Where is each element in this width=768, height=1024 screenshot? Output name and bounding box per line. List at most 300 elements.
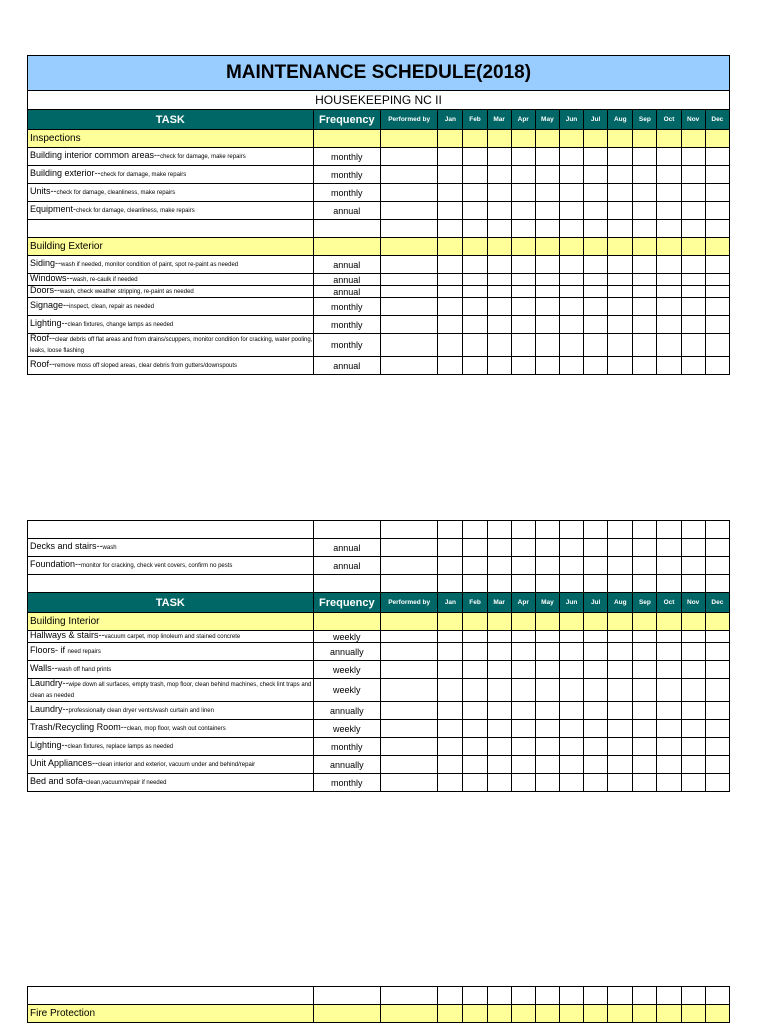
month-cell[interactable] [705,631,729,643]
month-cell[interactable] [584,274,608,286]
month-cell[interactable] [681,298,705,316]
month-cell[interactable] [705,286,729,298]
month-cell[interactable] [463,274,487,286]
month-cell[interactable] [438,756,463,774]
month-cell[interactable] [608,987,633,1005]
month-cell[interactable] [633,702,657,720]
month-cell[interactable] [633,256,657,274]
month-cell[interactable] [705,661,729,679]
month-cell[interactable] [559,575,583,593]
month-cell[interactable] [511,274,535,286]
month-cell[interactable] [487,334,511,357]
month-cell[interactable] [608,202,633,220]
month-cell[interactable] [584,631,608,643]
month-cell[interactable] [511,631,535,643]
month-cell[interactable] [657,166,681,184]
month-cell[interactable] [511,987,535,1005]
month-cell[interactable] [681,774,705,792]
month-cell[interactable] [438,202,463,220]
month-cell[interactable] [438,679,463,702]
performed-by-cell[interactable] [381,557,438,575]
month-cell[interactable] [705,148,729,166]
month-cell[interactable] [657,679,681,702]
month-cell[interactable] [535,539,559,557]
month-cell[interactable] [438,286,463,298]
month-cell[interactable] [438,357,463,375]
performed-by-cell[interactable] [381,631,438,643]
month-cell[interactable] [511,202,535,220]
month-cell[interactable] [438,774,463,792]
month-cell[interactable] [511,334,535,357]
month-cell[interactable] [438,256,463,274]
month-cell[interactable] [511,702,535,720]
month-cell[interactable] [438,316,463,334]
month-cell[interactable] [608,220,633,238]
performed-by-cell[interactable] [381,643,438,661]
month-cell[interactable] [487,286,511,298]
month-cell[interactable] [657,357,681,375]
month-cell[interactable] [559,334,583,357]
month-cell[interactable] [559,679,583,702]
month-cell[interactable] [511,738,535,756]
month-cell[interactable] [584,334,608,357]
month-cell[interactable] [463,661,487,679]
month-cell[interactable] [487,631,511,643]
month-cell[interactable] [681,987,705,1005]
month-cell[interactable] [487,220,511,238]
month-cell[interactable] [463,166,487,184]
month-cell[interactable] [657,702,681,720]
month-cell[interactable] [511,184,535,202]
month-cell[interactable] [438,643,463,661]
month-cell[interactable] [463,575,487,593]
month-cell[interactable] [681,702,705,720]
month-cell[interactable] [681,557,705,575]
month-cell[interactable] [487,702,511,720]
month-cell[interactable] [633,987,657,1005]
month-cell[interactable] [681,220,705,238]
month-cell[interactable] [535,987,559,1005]
month-cell[interactable] [657,539,681,557]
month-cell[interactable] [487,738,511,756]
month-cell[interactable] [487,148,511,166]
performed-by-cell[interactable] [380,184,437,202]
month-cell[interactable] [559,298,583,316]
month-cell[interactable] [535,298,559,316]
month-cell[interactable] [633,738,657,756]
month-cell[interactable] [681,643,705,661]
month-cell[interactable] [463,738,487,756]
month-cell[interactable] [559,557,583,575]
month-cell[interactable] [438,575,463,593]
month-cell[interactable] [535,521,559,539]
performed-by-cell[interactable] [381,575,438,593]
month-cell[interactable] [511,756,535,774]
month-cell[interactable] [705,202,729,220]
month-cell[interactable] [487,274,511,286]
month-cell[interactable] [487,557,511,575]
performed-by-cell[interactable] [381,679,438,702]
month-cell[interactable] [487,521,511,539]
month-cell[interactable] [559,521,583,539]
month-cell[interactable] [681,539,705,557]
month-cell[interactable] [584,720,608,738]
month-cell[interactable] [535,184,559,202]
month-cell[interactable] [511,661,535,679]
performed-by-cell[interactable] [381,661,438,679]
performed-by-cell[interactable] [380,298,437,316]
month-cell[interactable] [463,702,487,720]
month-cell[interactable] [463,987,487,1005]
month-cell[interactable] [584,987,608,1005]
performed-by-cell[interactable] [380,357,437,375]
month-cell[interactable] [438,557,463,575]
month-cell[interactable] [584,286,608,298]
month-cell[interactable] [438,166,463,184]
month-cell[interactable] [705,298,729,316]
month-cell[interactable] [584,756,608,774]
month-cell[interactable] [511,774,535,792]
month-cell[interactable] [633,679,657,702]
month-cell[interactable] [487,184,511,202]
month-cell[interactable] [633,539,657,557]
month-cell[interactable] [705,539,729,557]
month-cell[interactable] [633,774,657,792]
month-cell[interactable] [535,631,559,643]
month-cell[interactable] [608,557,633,575]
month-cell[interactable] [463,643,487,661]
month-cell[interactable] [657,575,681,593]
month-cell[interactable] [535,575,559,593]
month-cell[interactable] [584,521,608,539]
month-cell[interactable] [438,148,463,166]
month-cell[interactable] [584,643,608,661]
month-cell[interactable] [535,756,559,774]
month-cell[interactable] [657,738,681,756]
month-cell[interactable] [438,631,463,643]
month-cell[interactable] [511,720,535,738]
performed-by-cell[interactable] [381,720,438,738]
month-cell[interactable] [681,720,705,738]
month-cell[interactable] [559,148,583,166]
month-cell[interactable] [681,631,705,643]
month-cell[interactable] [608,631,633,643]
performed-by-cell[interactable] [380,274,437,286]
month-cell[interactable] [705,756,729,774]
month-cell[interactable] [633,274,657,286]
month-cell[interactable] [487,166,511,184]
month-cell[interactable] [657,756,681,774]
month-cell[interactable] [463,316,487,334]
month-cell[interactable] [608,720,633,738]
month-cell[interactable] [705,256,729,274]
month-cell[interactable] [438,702,463,720]
performed-by-cell[interactable] [380,202,437,220]
month-cell[interactable] [559,720,583,738]
month-cell[interactable] [633,220,657,238]
month-cell[interactable] [608,756,633,774]
month-cell[interactable] [608,286,633,298]
month-cell[interactable] [535,643,559,661]
month-cell[interactable] [633,557,657,575]
month-cell[interactable] [681,148,705,166]
month-cell[interactable] [705,334,729,357]
month-cell[interactable] [584,184,608,202]
month-cell[interactable] [608,184,633,202]
month-cell[interactable] [584,202,608,220]
month-cell[interactable] [608,274,633,286]
month-cell[interactable] [559,738,583,756]
performed-by-cell[interactable] [380,148,437,166]
month-cell[interactable] [681,575,705,593]
month-cell[interactable] [705,702,729,720]
month-cell[interactable] [487,756,511,774]
month-cell[interactable] [487,643,511,661]
month-cell[interactable] [681,274,705,286]
month-cell[interactable] [559,539,583,557]
month-cell[interactable] [608,298,633,316]
month-cell[interactable] [633,720,657,738]
month-cell[interactable] [705,720,729,738]
month-cell[interactable] [608,521,633,539]
month-cell[interactable] [681,286,705,298]
month-cell[interactable] [511,298,535,316]
month-cell[interactable] [584,557,608,575]
month-cell[interactable] [463,334,487,357]
month-cell[interactable] [511,357,535,375]
month-cell[interactable] [657,148,681,166]
month-cell[interactable] [535,316,559,334]
month-cell[interactable] [511,166,535,184]
month-cell[interactable] [511,148,535,166]
month-cell[interactable] [584,575,608,593]
performed-by-cell[interactable] [380,220,437,238]
month-cell[interactable] [608,357,633,375]
month-cell[interactable] [608,256,633,274]
month-cell[interactable] [535,286,559,298]
month-cell[interactable] [608,148,633,166]
month-cell[interactable] [681,166,705,184]
month-cell[interactable] [608,539,633,557]
month-cell[interactable] [511,286,535,298]
month-cell[interactable] [608,679,633,702]
month-cell[interactable] [705,557,729,575]
month-cell[interactable] [511,575,535,593]
month-cell[interactable] [463,256,487,274]
month-cell[interactable] [463,202,487,220]
performed-by-cell[interactable] [380,256,437,274]
month-cell[interactable] [633,184,657,202]
month-cell[interactable] [463,557,487,575]
month-cell[interactable] [584,661,608,679]
month-cell[interactable] [608,166,633,184]
month-cell[interactable] [657,316,681,334]
performed-by-cell[interactable] [381,738,438,756]
month-cell[interactable] [535,738,559,756]
month-cell[interactable] [657,274,681,286]
month-cell[interactable] [608,643,633,661]
month-cell[interactable] [559,202,583,220]
month-cell[interactable] [584,738,608,756]
month-cell[interactable] [487,679,511,702]
month-cell[interactable] [535,357,559,375]
month-cell[interactable] [584,256,608,274]
month-cell[interactable] [633,643,657,661]
month-cell[interactable] [463,184,487,202]
month-cell[interactable] [438,661,463,679]
month-cell[interactable] [559,702,583,720]
month-cell[interactable] [535,679,559,702]
month-cell[interactable] [633,148,657,166]
month-cell[interactable] [633,661,657,679]
month-cell[interactable] [559,987,583,1005]
month-cell[interactable] [559,274,583,286]
performed-by-cell[interactable] [381,521,438,539]
month-cell[interactable] [681,756,705,774]
month-cell[interactable] [487,202,511,220]
month-cell[interactable] [681,679,705,702]
month-cell[interactable] [559,256,583,274]
month-cell[interactable] [535,166,559,184]
month-cell[interactable] [487,661,511,679]
month-cell[interactable] [559,286,583,298]
month-cell[interactable] [681,334,705,357]
month-cell[interactable] [559,166,583,184]
month-cell[interactable] [657,661,681,679]
month-cell[interactable] [681,316,705,334]
month-cell[interactable] [559,631,583,643]
month-cell[interactable] [438,298,463,316]
month-cell[interactable] [705,521,729,539]
month-cell[interactable] [535,557,559,575]
month-cell[interactable] [487,539,511,557]
month-cell[interactable] [657,202,681,220]
month-cell[interactable] [633,202,657,220]
month-cell[interactable] [438,539,463,557]
month-cell[interactable] [633,575,657,593]
month-cell[interactable] [657,286,681,298]
month-cell[interactable] [584,166,608,184]
month-cell[interactable] [487,575,511,593]
month-cell[interactable] [584,298,608,316]
performed-by-cell[interactable] [381,756,438,774]
month-cell[interactable] [535,774,559,792]
month-cell[interactable] [584,316,608,334]
month-cell[interactable] [535,720,559,738]
month-cell[interactable] [438,987,463,1005]
month-cell[interactable] [438,184,463,202]
month-cell[interactable] [633,756,657,774]
month-cell[interactable] [608,661,633,679]
month-cell[interactable] [608,575,633,593]
month-cell[interactable] [705,184,729,202]
month-cell[interactable] [511,679,535,702]
month-cell[interactable] [535,702,559,720]
month-cell[interactable] [681,184,705,202]
month-cell[interactable] [559,357,583,375]
month-cell[interactable] [463,720,487,738]
month-cell[interactable] [705,274,729,286]
month-cell[interactable] [657,521,681,539]
month-cell[interactable] [633,166,657,184]
month-cell[interactable] [584,774,608,792]
month-cell[interactable] [559,184,583,202]
month-cell[interactable] [559,316,583,334]
month-cell[interactable] [487,256,511,274]
month-cell[interactable] [705,575,729,593]
month-cell[interactable] [535,661,559,679]
month-cell[interactable] [559,774,583,792]
month-cell[interactable] [487,774,511,792]
month-cell[interactable] [511,557,535,575]
month-cell[interactable] [511,256,535,274]
performed-by-cell[interactable] [380,166,437,184]
month-cell[interactable] [608,334,633,357]
month-cell[interactable] [535,148,559,166]
month-cell[interactable] [657,631,681,643]
month-cell[interactable] [705,643,729,661]
month-cell[interactable] [633,521,657,539]
month-cell[interactable] [559,643,583,661]
month-cell[interactable] [681,738,705,756]
month-cell[interactable] [584,702,608,720]
month-cell[interactable] [657,774,681,792]
month-cell[interactable] [487,720,511,738]
month-cell[interactable] [608,316,633,334]
month-cell[interactable] [657,643,681,661]
month-cell[interactable] [438,274,463,286]
month-cell[interactable] [633,286,657,298]
month-cell[interactable] [511,316,535,334]
performed-by-cell[interactable] [380,316,437,334]
month-cell[interactable] [705,987,729,1005]
month-cell[interactable] [681,661,705,679]
month-cell[interactable] [511,643,535,661]
month-cell[interactable] [463,756,487,774]
month-cell[interactable] [535,220,559,238]
performed-by-cell[interactable] [381,774,438,792]
month-cell[interactable] [657,557,681,575]
month-cell[interactable] [438,521,463,539]
month-cell[interactable] [584,539,608,557]
month-cell[interactable] [487,987,511,1005]
month-cell[interactable] [705,774,729,792]
month-cell[interactable] [705,679,729,702]
month-cell[interactable] [584,220,608,238]
month-cell[interactable] [657,184,681,202]
month-cell[interactable] [511,220,535,238]
month-cell[interactable] [608,774,633,792]
month-cell[interactable] [608,702,633,720]
performed-by-cell[interactable] [381,987,438,1005]
month-cell[interactable] [463,631,487,643]
month-cell[interactable] [633,631,657,643]
month-cell[interactable] [463,521,487,539]
performed-by-cell[interactable] [381,539,438,557]
performed-by-cell[interactable] [380,334,437,357]
month-cell[interactable] [438,738,463,756]
month-cell[interactable] [633,316,657,334]
month-cell[interactable] [463,220,487,238]
month-cell[interactable] [681,521,705,539]
month-cell[interactable] [705,220,729,238]
month-cell[interactable] [511,539,535,557]
month-cell[interactable] [657,256,681,274]
month-cell[interactable] [559,661,583,679]
month-cell[interactable] [463,539,487,557]
month-cell[interactable] [535,334,559,357]
month-cell[interactable] [463,286,487,298]
